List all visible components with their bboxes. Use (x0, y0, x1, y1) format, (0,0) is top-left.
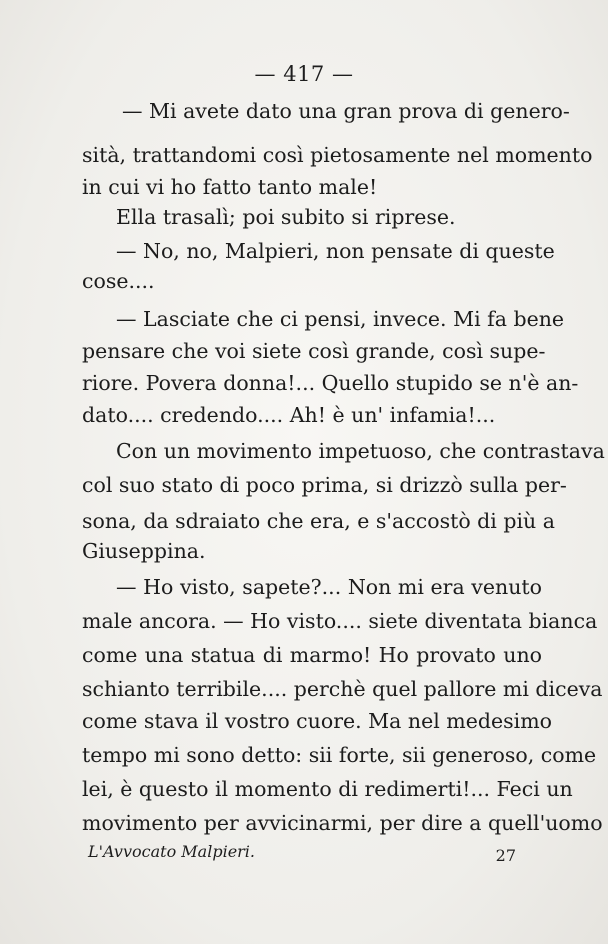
text-line: sità, trattandomi così pietosamente nel momento (82, 143, 593, 167)
text-line: lei, è questo il momento di redimerti!... Feci un (82, 777, 573, 801)
text-line: dato.... credendo.... Ah! è un' infamia!... (82, 403, 496, 427)
text-line: schianto terribile.... perchè quel pallore mi diceva (82, 677, 603, 701)
text-line: col suo stato di poco prima, si drizzò sulla per- (82, 473, 567, 497)
running-title: L'Avvocato Malpieri. (88, 842, 256, 861)
page-number: — 417 — (254, 62, 354, 86)
text-line: come stava il vostro cuore. Ma nel medesimo (82, 709, 552, 733)
text-line: male ancora. — Ho visto.... siete diventata bianca (82, 609, 598, 633)
text-line: in cui vi ho fatto tanto male! (82, 175, 378, 199)
text-line: movimento per avvicinarmi, per dire a quell'uomo (82, 811, 603, 835)
text-line: riore. Povera donna!... Quello stupido se n'è an- (82, 371, 579, 395)
text-line: — No, no, Malpieri, non pensate di queste (116, 239, 555, 263)
text-line: tempo mi sono detto: sii forte, sii generoso, come (82, 743, 597, 767)
text-line: — Ho visto, sapete?... Non mi era venuto (116, 575, 542, 599)
text-line: pensare che voi siete così grande, così supe- (82, 339, 546, 363)
text-line: sona, da sdraiato che era, e s'accostò di più a (82, 509, 556, 533)
text-line: — Lasciate che ci pensi, invece. Mi fa bene (116, 307, 565, 331)
text-line: cose.... (82, 269, 155, 293)
text-line: Giuseppina. (82, 539, 206, 563)
text-line: come una statua di marmo! Ho provato uno (82, 643, 542, 667)
text-line: Ella trasalì; poi subito si riprese. (116, 205, 456, 229)
text-line: Con un movimento impetuoso, che contrastava (116, 439, 605, 463)
text-line: — Mi avete dato una gran prova di genero- (122, 99, 570, 123)
signature-mark: 27 (495, 846, 516, 865)
